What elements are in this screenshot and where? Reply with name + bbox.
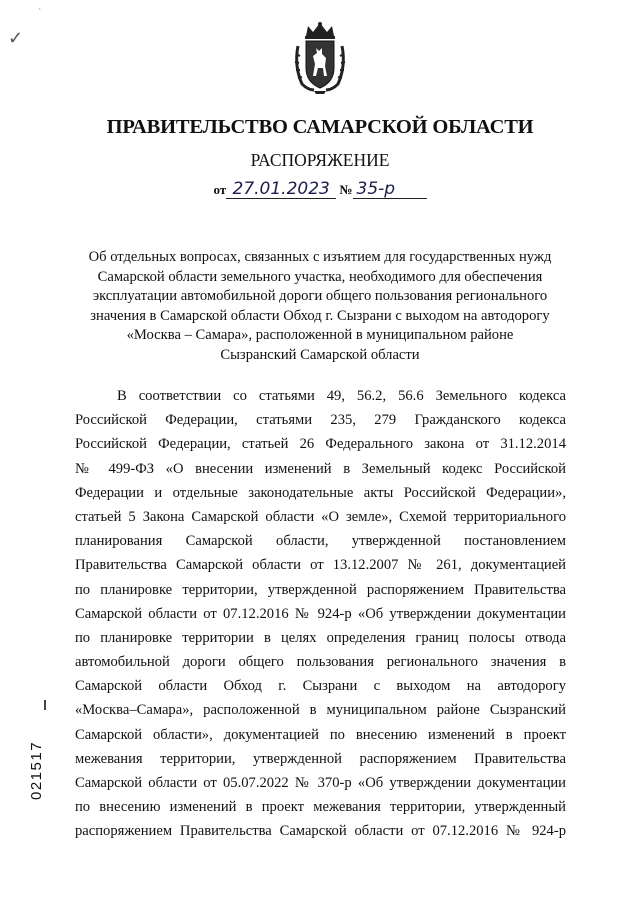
subject-line: эксплуатации автомобильной дороги общего пользования регионального [92,288,548,304]
body-line: Самарской области», документацией по внесению изменений в проект [75,726,566,743]
check-mark-icon: ✓ [8,28,24,48]
body-line: Самарской области от 07.12.2016 № 924-р «Об утверждении документации [75,605,566,622]
body-line: распоряжением Правительства Самарской области от 07.12.2016 № 924-р [75,823,566,840]
government-title: ПРАВИТЕЛЬСТВО САМАРСКОЙ ОБЛАСТИ [106,116,534,138]
body-line: по планировке территории, утвержденной распоряжением Правительства [75,581,566,598]
body-line: «Москва–Самара», расположенной в муниципальном районе Сызранский [75,702,566,719]
body-line: В соответствии со статьями 49, 56.2, 56.6 Земельного кодекса [117,388,566,404]
date-number-line [0,180,640,199]
body-line: Российской Федерации, статьями 235, 279 Гражданского кодекса [75,412,566,429]
number-value: 35-р [353,180,427,199]
scan-mark: ` [38,8,42,19]
document-subject [60,248,580,365]
date-value: 27.01.2023 [226,180,336,199]
number-prefix: № [339,182,353,197]
side-serial-number: 021517 [28,740,45,800]
subject-line: Сызранский Самарской области [220,346,420,363]
date-prefix: от [213,182,227,197]
body-line: планирования Самарской области, утвержденной постановлением [75,533,566,550]
body-line: Российской Федерации, статьей 26 Федерального закона от 31.12.2014 [75,436,566,453]
body-line: Федерации и отдельные законодательные акты Российской Федерации», [75,484,566,501]
body-line: автомобильной дороги общего пользования регионального значения в [75,654,566,671]
subject-line: Самарской области земельного участка, необходимого для обеспечения [97,268,543,285]
document-type: РАСПОРЯЖЕНИЕ [250,150,390,170]
body-line: по внесению изменений в проект межевания территории, утвержденный [75,799,566,816]
body-line: по планировке территории в целях определения границ полосы отвода [75,629,566,646]
subject-line: Об отдельных вопросах, связанных с изъятием для государственных нужд [88,249,552,265]
samara-coat-of-arms-icon [292,20,348,94]
body-paragraph [75,384,566,844]
body-line: Самарской области Обход г. Сызрани с выходом на автодорогу [75,678,566,695]
subject-line: значения в Самарской области Обход г. Сызрани с выходом на автодорогу [90,307,550,324]
subject-line: «Москва – Самара», расположенной в муниципальном районе [126,327,514,343]
margin-mark [44,700,46,710]
body-line: статьей 5 Закона Самарской области «О земле», Схемой территориального [75,508,566,525]
body-line: межевания территории, утвержденной распоряжением Правительства [75,750,566,767]
body-line: № 499-ФЗ «О внесении изменений в Земельный кодекс Российской [75,460,566,477]
body-line: Правительства Самарской области от 13.12.2007 № 261, документацией [75,557,566,574]
body-line: Самарской области от 05.07.2022 № 370-р «Об утверждении документации [75,775,566,791]
